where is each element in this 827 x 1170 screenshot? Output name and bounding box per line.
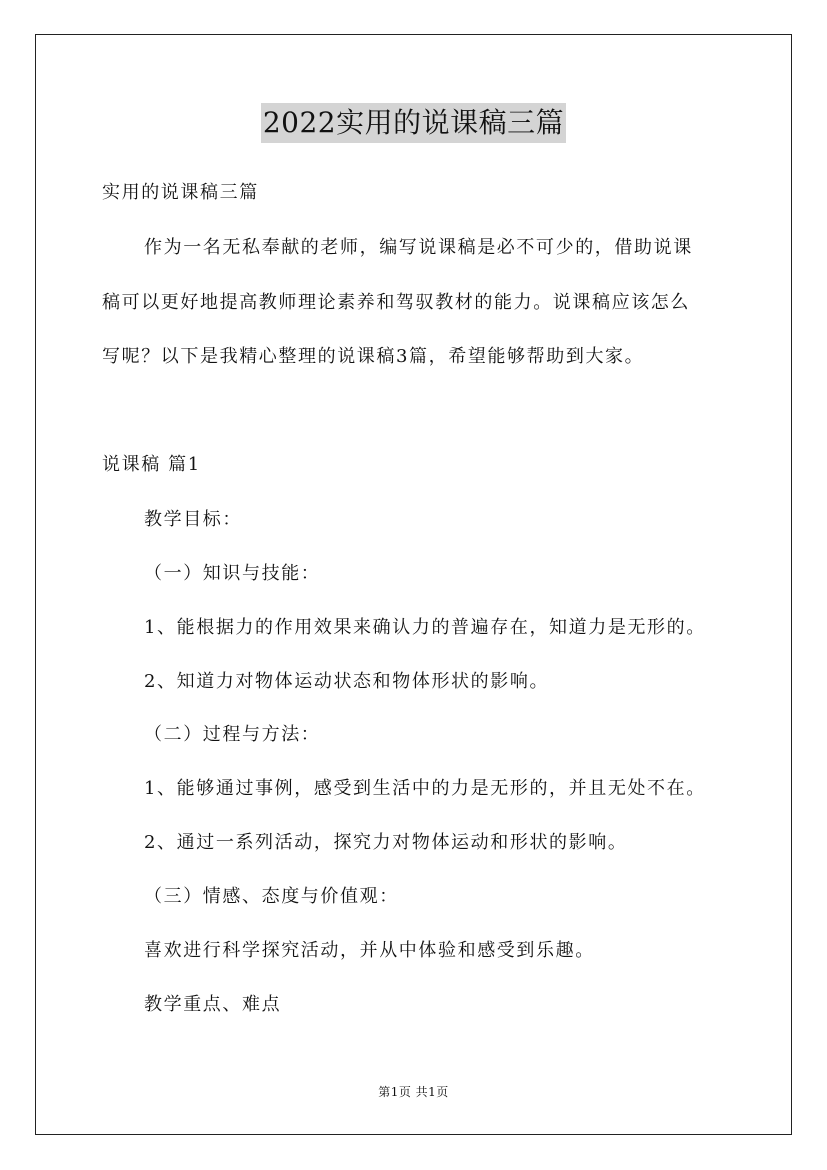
key-points-label: 教学重点、难点 (144, 994, 282, 1015)
goal2-heading: （二）过程与方法： (144, 724, 321, 745)
goal2-item-1: 1、能够通过事例，感受到生活中的力是无形的，并且无处不在。 (144, 778, 706, 799)
document-title-wrap (0, 103, 827, 143)
goal1-heading: （一）知识与技能： (144, 563, 321, 584)
section-heading: 说课稿 篇1 (102, 454, 201, 475)
teaching-goals-label: 教学目标： (144, 509, 242, 530)
goal1-item-2: 2、知道力对物体运动状态和物体形状的影响。 (144, 671, 550, 692)
document-subtitle: 实用的说课稿三篇 (102, 182, 259, 203)
intro-line-2: 稿可以更好地提高教师理论素养和驾驭教材的能力。说课稿应该怎么 (102, 292, 690, 313)
goal2-item-2: 2、通过一系列活动，探究力对物体运动和形状的影响。 (144, 832, 628, 853)
document-title: 2022实用的说课稿三篇 (261, 103, 566, 143)
goal3-heading: （三）情感、态度与价值观： (144, 886, 399, 907)
goal1-item-1: 1、能根据力的作用效果来确认力的普遍存在，知道力是无形的。 (144, 617, 706, 638)
intro-line-3: 写呢？以下是我精心整理的说课稿3篇，希望能够帮助到大家。 (102, 346, 645, 367)
page-indicator: 第1页 共1页 (378, 1085, 449, 1099)
goal3-text: 喜欢进行科学探究活动，并从中体验和感受到乐趣。 (144, 940, 595, 961)
intro-line-1: 作为一名无私奉献的老师，编写说课稿是必不可少的，借助说课 (144, 237, 693, 258)
